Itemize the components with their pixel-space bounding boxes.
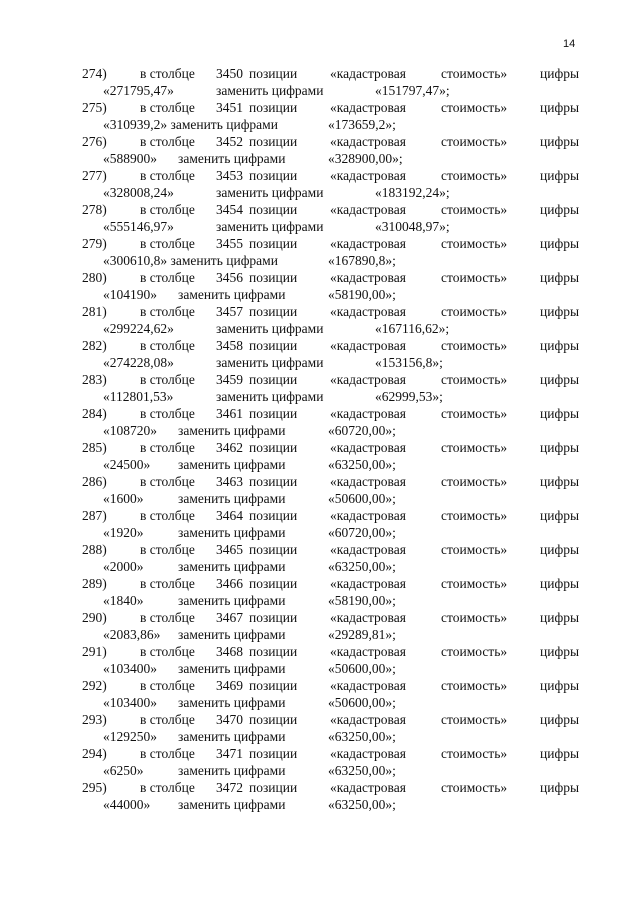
amendment-item [0, 133, 639, 167]
in-column-text: в столбце [140, 644, 195, 659]
replace-phrase: заменить цифрами [178, 559, 286, 574]
amendment-item [0, 609, 639, 643]
amendment-second-line [0, 82, 639, 99]
position-word: позиции [249, 440, 298, 455]
digits-word: цифры [540, 780, 580, 795]
item-number: 284) [82, 406, 107, 421]
amendment-first-line [0, 65, 639, 82]
cost-word: стоимость» [441, 780, 508, 795]
amendment-item [0, 235, 639, 269]
column-number: 3456 [216, 270, 243, 285]
amendment-second-line [0, 762, 639, 779]
amendment-first-line [0, 405, 639, 422]
in-column-text: в столбце [140, 678, 195, 693]
replace-phrase: заменить цифрами [178, 491, 286, 506]
item-number: 295) [82, 780, 107, 795]
column-number: 3472 [216, 780, 243, 795]
cost-word: стоимость» [441, 644, 508, 659]
column-number: 3470 [216, 712, 243, 727]
cadastral-word: «кадастровая [330, 440, 406, 455]
amendment-item [0, 745, 639, 779]
item-number: 290) [82, 610, 107, 625]
amendment-item [0, 303, 639, 337]
cadastral-word: «кадастровая [330, 508, 406, 523]
amendment-item [0, 643, 639, 677]
cost-word: стоимость» [441, 406, 508, 421]
replace-phrase: заменить цифрами [178, 797, 286, 812]
item-number: 280) [82, 270, 107, 285]
amendment-second-line [0, 694, 639, 711]
new-value: «63250,00»; [328, 763, 396, 778]
amendment-item [0, 507, 639, 541]
amendment-second-line [0, 320, 639, 337]
digits-word: цифры [540, 168, 580, 183]
new-value: «153156,8»; [375, 355, 443, 370]
cadastral-word: «кадастровая [330, 780, 406, 795]
item-number: 291) [82, 644, 107, 659]
new-value: «29289,81»; [328, 627, 396, 642]
item-number: 285) [82, 440, 107, 455]
in-column-text: в столбце [140, 712, 195, 727]
cost-word: стоимость» [441, 236, 508, 251]
position-word: позиции [249, 100, 298, 115]
in-column-text: в столбце [140, 202, 195, 217]
in-column-text: в столбце [140, 576, 195, 591]
cost-word: стоимость» [441, 66, 508, 81]
position-word: позиции [249, 746, 298, 761]
item-number: 274) [82, 66, 107, 81]
item-number: 288) [82, 542, 107, 557]
item-number: 276) [82, 134, 107, 149]
item-number: 282) [82, 338, 107, 353]
amendment-first-line [0, 677, 639, 694]
amendment-second-line [0, 728, 639, 745]
in-column-text: в столбце [140, 168, 195, 183]
digits-word: цифры [540, 610, 580, 625]
cost-word: стоимость» [441, 270, 508, 285]
item-number: 292) [82, 678, 107, 693]
item-number: 279) [82, 236, 107, 251]
amendment-item [0, 201, 639, 235]
old-value: «129250» [103, 729, 157, 744]
column-number: 3454 [216, 202, 243, 217]
position-word: позиции [249, 542, 298, 557]
position-word: позиции [249, 576, 298, 591]
amendment-second-line [0, 184, 639, 201]
amendment-first-line [0, 303, 639, 320]
cadastral-word: «кадастровая [330, 236, 406, 251]
digits-word: цифры [540, 372, 580, 387]
in-column-text: в столбце [140, 610, 195, 625]
item-number: 289) [82, 576, 107, 591]
cadastral-word: «кадастровая [330, 270, 406, 285]
old-value: «103400» [103, 695, 157, 710]
new-value: «183192,24»; [375, 185, 450, 200]
item-number: 281) [82, 304, 107, 319]
cadastral-word: «кадастровая [330, 202, 406, 217]
digits-word: цифры [540, 712, 580, 727]
new-value: «50600,00»; [328, 491, 396, 506]
amendment-item [0, 405, 639, 439]
new-value: «62999,53»; [375, 389, 443, 404]
old-value: «2083,86» [103, 627, 161, 642]
in-column-text: в столбце [140, 508, 195, 523]
amendment-second-line [0, 286, 639, 303]
position-word: позиции [249, 168, 298, 183]
cadastral-word: «кадастровая [330, 644, 406, 659]
new-value: «60720,00»; [328, 423, 396, 438]
old-value: «112801,53» [103, 389, 174, 404]
in-column-text: в столбце [140, 406, 195, 421]
old-value: «300610,8» заменить цифрами [103, 253, 278, 268]
position-word: позиции [249, 338, 298, 353]
new-value: «50600,00»; [328, 695, 396, 710]
in-column-text: в столбце [140, 542, 195, 557]
position-word: позиции [249, 270, 298, 285]
amendment-second-line [0, 490, 639, 507]
column-number: 3471 [216, 746, 243, 761]
digits-word: цифры [540, 236, 580, 251]
amendment-first-line [0, 643, 639, 660]
item-number: 293) [82, 712, 107, 727]
new-value: «63250,00»; [328, 457, 396, 472]
column-number: 3458 [216, 338, 243, 353]
old-value: «2000» [103, 559, 144, 574]
digits-word: цифры [540, 270, 580, 285]
cost-word: стоимость» [441, 168, 508, 183]
amendment-item [0, 711, 639, 745]
amendment-item [0, 575, 639, 609]
in-column-text: в столбце [140, 270, 195, 285]
amendment-second-line [0, 422, 639, 439]
old-value: «555146,97» [103, 219, 174, 234]
in-column-text: в столбце [140, 66, 195, 81]
amendment-second-line [0, 626, 639, 643]
digits-word: цифры [540, 746, 580, 761]
column-number: 3462 [216, 440, 243, 455]
position-word: позиции [249, 508, 298, 523]
in-column-text: в столбце [140, 372, 195, 387]
new-value: «328900,00»; [328, 151, 403, 166]
new-value: «173659,2»; [328, 117, 396, 132]
amendment-second-line [0, 660, 639, 677]
position-word: позиции [249, 406, 298, 421]
old-value: «588900» [103, 151, 157, 166]
old-value: «328008,24» [103, 185, 174, 200]
cadastral-word: «кадастровая [330, 168, 406, 183]
old-value: «1920» [103, 525, 144, 540]
amendment-first-line [0, 99, 639, 116]
old-value: «104190» [103, 287, 157, 302]
cost-word: стоимость» [441, 678, 508, 693]
in-column-text: в столбце [140, 100, 195, 115]
cost-word: стоимость» [441, 304, 508, 319]
cadastral-word: «кадастровая [330, 66, 406, 81]
position-word: позиции [249, 202, 298, 217]
cost-word: стоимость» [441, 610, 508, 625]
amendment-list [0, 65, 639, 813]
new-value: «63250,00»; [328, 559, 396, 574]
digits-word: цифры [540, 678, 580, 693]
amendment-first-line [0, 473, 639, 490]
item-number: 277) [82, 168, 107, 183]
column-number: 3461 [216, 406, 243, 421]
amendment-second-line [0, 150, 639, 167]
item-number: 287) [82, 508, 107, 523]
column-number: 3463 [216, 474, 243, 489]
column-number: 3452 [216, 134, 243, 149]
amendment-item [0, 779, 639, 813]
amendment-item [0, 269, 639, 303]
cost-word: стоимость» [441, 440, 508, 455]
position-word: позиции [249, 134, 298, 149]
amendment-second-line [0, 796, 639, 813]
amendment-item [0, 371, 639, 405]
amendment-first-line [0, 575, 639, 592]
position-word: позиции [249, 780, 298, 795]
digits-word: цифры [540, 100, 580, 115]
cadastral-word: «кадастровая [330, 406, 406, 421]
column-number: 3459 [216, 372, 243, 387]
amendment-first-line [0, 371, 639, 388]
cadastral-word: «кадастровая [330, 304, 406, 319]
amendment-item [0, 439, 639, 473]
amendment-first-line [0, 133, 639, 150]
cost-word: стоимость» [441, 134, 508, 149]
amendment-second-line [0, 252, 639, 269]
cost-word: стоимость» [441, 338, 508, 353]
amendment-item [0, 473, 639, 507]
cost-word: стоимость» [441, 372, 508, 387]
in-column-text: в столбце [140, 440, 195, 455]
amendment-first-line [0, 711, 639, 728]
in-column-text: в столбце [140, 304, 195, 319]
in-column-text: в столбце [140, 746, 195, 761]
amendment-second-line [0, 558, 639, 575]
cost-word: стоимость» [441, 712, 508, 727]
old-value: «1600» [103, 491, 144, 506]
amendment-first-line [0, 167, 639, 184]
old-value: «44000» [103, 797, 151, 812]
old-value: «6250» [103, 763, 144, 778]
digits-word: цифры [540, 66, 580, 81]
old-value: «274228,08» [103, 355, 174, 370]
cost-word: стоимость» [441, 746, 508, 761]
new-value: «60720,00»; [328, 525, 396, 540]
old-value: «299224,62» [103, 321, 174, 336]
new-value: «151797,47»; [375, 83, 450, 98]
new-value: «310048,97»; [375, 219, 450, 234]
in-column-text: в столбце [140, 338, 195, 353]
replace-phrase: заменить цифрами [178, 661, 286, 676]
cadastral-word: «кадастровая [330, 372, 406, 387]
column-number: 3455 [216, 236, 243, 251]
digits-word: цифры [540, 134, 580, 149]
amendment-first-line [0, 235, 639, 252]
item-number: 294) [82, 746, 107, 761]
cadastral-word: «кадастровая [330, 542, 406, 557]
replace-phrase: заменить цифрами [178, 287, 286, 302]
cadastral-word: «кадастровая [330, 610, 406, 625]
old-value: «24500» [103, 457, 151, 472]
replace-phrase: заменить цифрами [178, 763, 286, 778]
new-value: «167890,8»; [328, 253, 396, 268]
amendment-first-line [0, 201, 639, 218]
replace-phrase: заменить цифрами [178, 593, 286, 608]
replace-phrase: заменить цифрами [178, 457, 286, 472]
new-value: «63250,00»; [328, 797, 396, 812]
replace-phrase: заменить цифрами [216, 185, 324, 200]
digits-word: цифры [540, 644, 580, 659]
position-word: позиции [249, 236, 298, 251]
position-word: позиции [249, 304, 298, 319]
column-number: 3464 [216, 508, 243, 523]
position-word: позиции [249, 678, 298, 693]
digits-word: цифры [540, 576, 580, 591]
amendment-item [0, 167, 639, 201]
replace-phrase: заменить цифрами [178, 695, 286, 710]
cost-word: стоимость» [441, 576, 508, 591]
digits-word: цифры [540, 440, 580, 455]
position-word: позиции [249, 610, 298, 625]
new-value: «167116,62»; [375, 321, 450, 336]
replace-phrase: заменить цифрами [216, 355, 324, 370]
digits-word: цифры [540, 304, 580, 319]
digits-word: цифры [540, 338, 580, 353]
amendment-item [0, 337, 639, 371]
old-value: «1840» [103, 593, 144, 608]
amendment-first-line [0, 269, 639, 286]
replace-phrase: заменить цифрами [178, 627, 286, 642]
cadastral-word: «кадастровая [330, 678, 406, 693]
amendment-item [0, 677, 639, 711]
amendment-first-line [0, 609, 639, 626]
amendment-second-line [0, 592, 639, 609]
cost-word: стоимость» [441, 202, 508, 217]
amendment-second-line [0, 456, 639, 473]
replace-phrase: заменить цифрами [216, 321, 324, 336]
page-number: 14 [563, 38, 576, 50]
cadastral-word: «кадастровая [330, 474, 406, 489]
new-value: «50600,00»; [328, 661, 396, 676]
position-word: позиции [249, 712, 298, 727]
position-word: позиции [249, 66, 298, 81]
in-column-text: в столбце [140, 134, 195, 149]
cadastral-word: «кадастровая [330, 134, 406, 149]
in-column-text: в столбце [140, 474, 195, 489]
replace-phrase: заменить цифрами [216, 219, 324, 234]
digits-word: цифры [540, 542, 580, 557]
column-number: 3468 [216, 644, 243, 659]
amendment-second-line [0, 524, 639, 541]
old-value: «310939,2» заменить цифрами [103, 117, 278, 132]
column-number: 3469 [216, 678, 243, 693]
amendment-item [0, 65, 639, 99]
cadastral-word: «кадастровая [330, 100, 406, 115]
amendment-first-line [0, 439, 639, 456]
replace-phrase: заменить цифрами [178, 729, 286, 744]
new-value: «58190,00»; [328, 287, 396, 302]
amendment-first-line [0, 745, 639, 762]
cadastral-word: «кадастровая [330, 576, 406, 591]
old-value: «271795,47» [103, 83, 174, 98]
item-number: 275) [82, 100, 107, 115]
amendment-item [0, 99, 639, 133]
new-value: «63250,00»; [328, 729, 396, 744]
replace-phrase: заменить цифрами [178, 525, 286, 540]
cost-word: стоимость» [441, 474, 508, 489]
digits-word: цифры [540, 202, 580, 217]
in-column-text: в столбце [140, 236, 195, 251]
digits-word: цифры [540, 474, 580, 489]
amendment-item [0, 541, 639, 575]
amendment-second-line [0, 116, 639, 133]
column-number: 3466 [216, 576, 243, 591]
digits-word: цифры [540, 508, 580, 523]
cadastral-word: «кадастровая [330, 746, 406, 761]
cost-word: стоимость» [441, 508, 508, 523]
amendment-second-line [0, 218, 639, 235]
column-number: 3453 [216, 168, 243, 183]
column-number: 3457 [216, 304, 243, 319]
amendment-second-line [0, 354, 639, 371]
amendment-second-line [0, 388, 639, 405]
in-column-text: в столбце [140, 780, 195, 795]
new-value: «58190,00»; [328, 593, 396, 608]
replace-phrase: заменить цифрами [178, 151, 286, 166]
amendment-first-line [0, 337, 639, 354]
replace-phrase: заменить цифрами [216, 389, 324, 404]
column-number: 3451 [216, 100, 243, 115]
cost-word: стоимость» [441, 100, 508, 115]
position-word: позиции [249, 372, 298, 387]
amendment-first-line [0, 507, 639, 524]
position-word: позиции [249, 644, 298, 659]
column-number: 3465 [216, 542, 243, 557]
item-number: 278) [82, 202, 107, 217]
position-word: позиции [249, 474, 298, 489]
replace-phrase: заменить цифрами [216, 83, 324, 98]
old-value: «103400» [103, 661, 157, 676]
column-number: 3450 [216, 66, 243, 81]
cadastral-word: «кадастровая [330, 712, 406, 727]
replace-phrase: заменить цифрами [178, 423, 286, 438]
old-value: «108720» [103, 423, 157, 438]
cost-word: стоимость» [441, 542, 508, 557]
amendment-first-line [0, 779, 639, 796]
item-number: 283) [82, 372, 107, 387]
column-number: 3467 [216, 610, 243, 625]
digits-word: цифры [540, 406, 580, 421]
cadastral-word: «кадастровая [330, 338, 406, 353]
amendment-first-line [0, 541, 639, 558]
item-number: 286) [82, 474, 107, 489]
